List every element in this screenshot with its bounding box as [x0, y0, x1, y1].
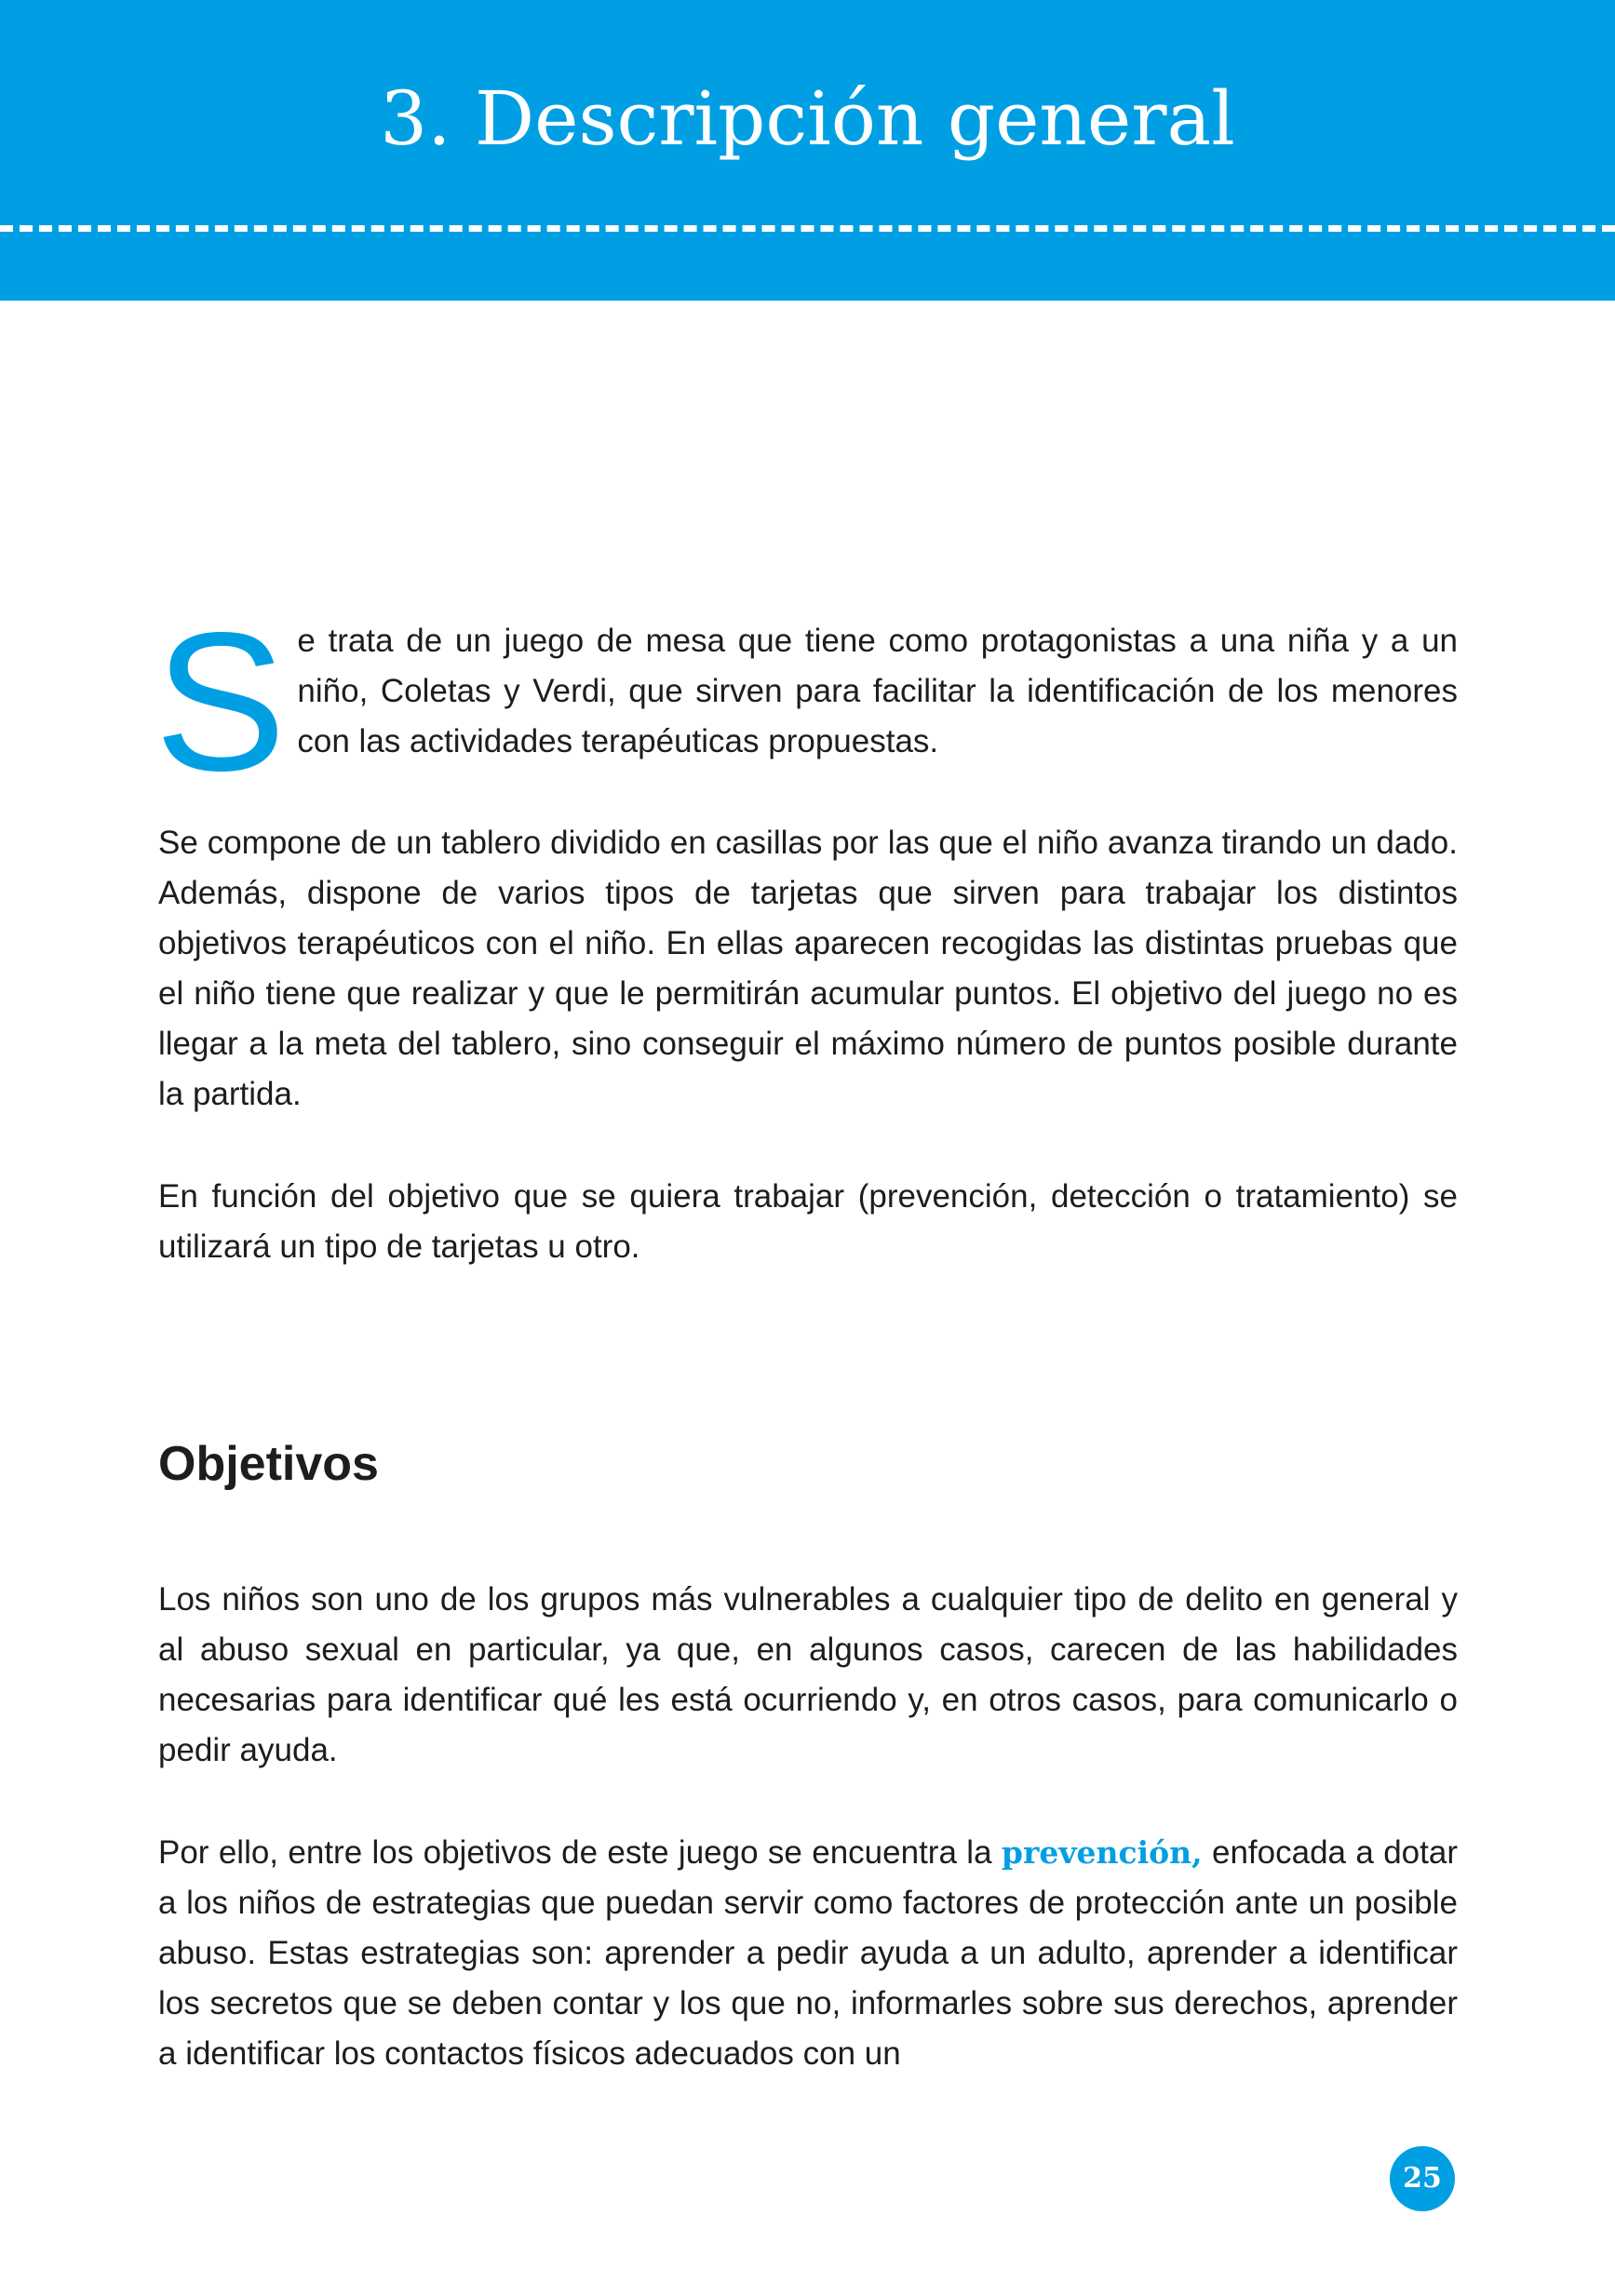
- objetivos-heading: Objetivos: [158, 1437, 379, 1491]
- page-number-badge: 25: [1390, 2146, 1455, 2211]
- objetivos-paragraph-2: [158, 1828, 1458, 2079]
- intro-paragraph-2: Se compone de un tablero dividido en casillas por las que el niño avanza tirando un dado. Además, dispone de varios tipos de tarjetas que sirven para trabajar los distintos objetivos terapéuticos con el niño. En ellas aparecen recogidas las distintas pruebas que el niño tiene que realizar y que le permitirán acumular puntos. El objetivo del juego no es llegar a la meta del tablero, sino conseguir el máximo número de puntos posible durante la partida.: [158, 825, 1458, 1112]
- prevencion-highlight: prevención,: [1001, 1834, 1203, 1871]
- objetivos-paragraph-2-start: Por ello, entre los objetivos de este juego se encuentra la: [158, 1834, 1002, 1871]
- intro-paragraph-1: [155, 591, 1458, 812]
- chapter-header-band: [0, 0, 1615, 301]
- drop-cap-letter: S: [155, 591, 287, 812]
- header-dashed-divider: [0, 225, 1615, 232]
- objetivos-paragraph-2-end: enfocada a dotar a los niños de estrategias que puedan servir como factores de protección ante un posible abuso. Estas estrategias son: aprender a pedir ayuda a un adulto, aprender a identificar los secretos que se deben contar y los que no, informarles sobre sus derechos, aprender a identificar los contactos físicos adecuados con un: [158, 1834, 1458, 2072]
- intro-paragraph-3: En función del objetivo que se quiera trabajar (prevención, detección o tratamiento) se utilizará un tipo de tarjetas u otro.: [158, 1178, 1458, 1265]
- chapter-title: 3. Descripción general: [380, 75, 1235, 162]
- intro-paragraph-1-text: e trata de un juego de mesa que tiene como protagonistas a una niña y a un niño, Coletas y Verdi, que sirven para facilitar la identificación de los menores con las actividades terapéuticas propuestas.: [297, 623, 1458, 759]
- objetivos-paragraph-1: Los niños son uno de los grupos más vulnerables a cualquier tipo de delito en general y al abuso sexual en particular, ya que, en algunos casos, carecen de las habilidades necesarias para identificar qué les está ocurriendo y, en otros casos, para comunicarlo o pedir ayuda.: [158, 1581, 1458, 1768]
